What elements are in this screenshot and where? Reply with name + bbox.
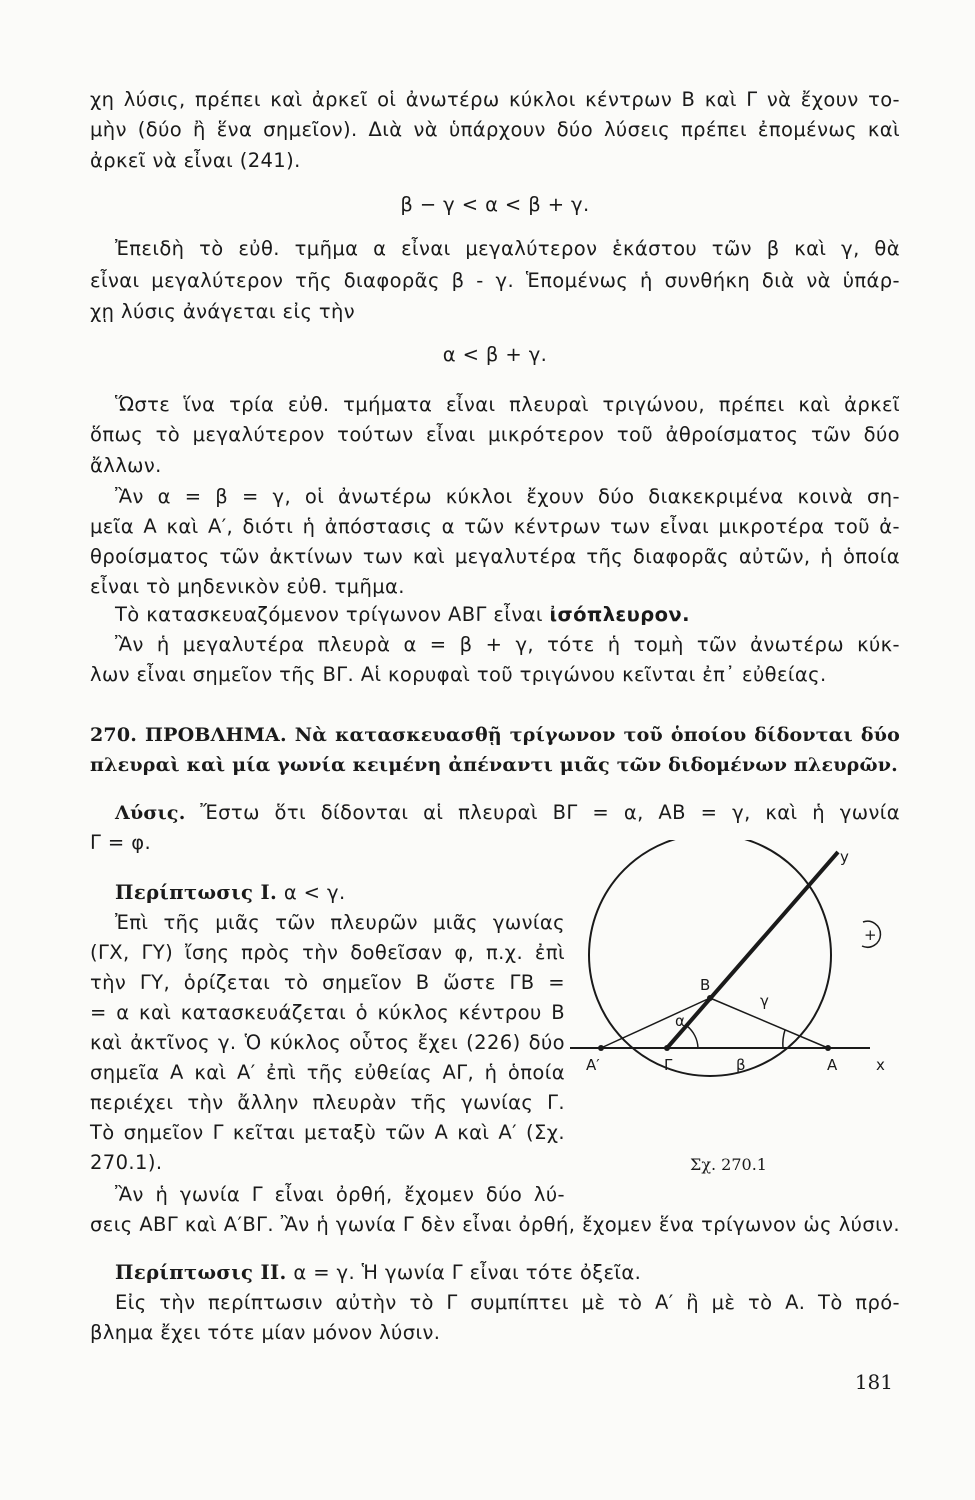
figure-caption: Σχ. 270.1 [690, 1155, 767, 1174]
text-line: Ἂν ἡ μεγαλυτέρα πλευρὰ α = β + γ, τότε ἡ τομὴ τῶν ἀνωτέρω κύκ- [115, 633, 900, 656]
segment-a-prime-b [601, 998, 710, 1048]
problem-number: 270. ΠΡΟΒΛΗΜΑ. [90, 724, 287, 746]
text-line: (ΓΧ, ΓΥ) ἴσης πρὸς τὴν δοθεῖσαν φ, π.χ. ἐπὶ [90, 941, 565, 964]
point-a [825, 1045, 831, 1051]
text-line: Ἂν α = β = γ, οἱ ἀνωτέρω κύκλοι ἔχουν δύο διακεκριμένα κοινὰ ση- [115, 485, 900, 508]
text-span: Ἔστω ὅτι δίδονται αἱ πλευραὶ ΒΓ = α, ΑΒ = γ, καὶ ἡ γωνία [185, 801, 900, 824]
text-line: περιέχει τὴν ἄλλην πλευρὰν τῆς γωνίας Γ. [90, 1091, 565, 1114]
text-line: = α καὶ κατασκευάζεται ὁ κύκλος κέντρου Β [90, 1001, 565, 1024]
text-line: Γ = φ. [90, 831, 152, 854]
text-line: καὶ ἀκτῖνος γ. Ὁ κύκλος οὗτος ἔχει (226) δύο [90, 1031, 565, 1054]
text-line: ὅπως τὸ μεγαλύτερον τούτων εἶναι μικρότερον τοῦ ἀθροίσματος τῶν δύο [90, 423, 900, 446]
text-line: σημεῖα Α καὶ Α′ ἐπὶ τῆς εὐθείας ΑΓ, ἡ ὁποία [90, 1061, 565, 1084]
label-x: x [876, 1056, 885, 1074]
label-plus: + [864, 926, 877, 944]
text-line: τὴν ΓΥ, ὁρίζεται τὸ σημεῖον Β ὥστε ΓΒ = [90, 971, 565, 994]
text-line: μὴν (δύο ἢ ἕνα σημεῖον). Διὰ νὰ ὑπάρχουν δύο λύσεις πρέπει ἐπομένως καὶ [90, 118, 900, 141]
text-line: λων εἶναι σημεῖον τῆς ΒΓ. Αἱ κορυφαὶ τοῦ τριγώνου κεῖνται ἐπ᾿ εὐθείας. [90, 663, 827, 686]
page-number: 181 [854, 1370, 893, 1394]
formula-inequality: β − γ < α < β + γ. [400, 193, 590, 216]
angle-arc-g [687, 1026, 698, 1048]
text-line: ἀρκεῖ νὰ εἶναι (241). [90, 149, 301, 172]
text-span: α = γ. Ἡ γωνία Γ εἶναι τότε ὀξεῖα. [286, 1261, 642, 1284]
case-heading-2 [115, 1258, 925, 1288]
text-line [115, 600, 925, 630]
text-line: εἶναι τὸ μηδενικὸν εὐθ. τμῆμα. [90, 575, 405, 598]
text-line: βλημα ἔχει τότε μίαν μόνον λύσιν. [90, 1321, 441, 1344]
case-heading-1 [115, 878, 565, 908]
text-span: Τὸ κατασκευαζόμενον τρίγωνον ΑΒΓ εἶναι [115, 603, 550, 626]
text-line: θροίσματος τῶν ἀκτίνων των καὶ μεγαλυτέρα τῆς διαφορᾶς αὐτῶν, ἡ ὁποία [90, 545, 900, 568]
text-line: Τὸ σημεῖον Γ κεῖται μεταξὺ τῶν Α καὶ Α′ (Σχ. [90, 1121, 565, 1144]
text-line: ἄλλων. [90, 454, 162, 477]
text-line: σεις ΑΒΓ καὶ Α′ΒΓ. Ἂν ἡ γωνία Γ δὲν εἶναι ὀρθή, ἔχομεν ἕνα τρίγωνον ὡς λύσιν. [90, 1213, 900, 1236]
point-b [707, 995, 713, 1001]
label-a-prime: Α′ [586, 1056, 600, 1074]
text-line: Ἐπειδὴ τὸ εὐθ. τμῆμα α εἶναι μεγαλύτερον ἑκάστου τῶν β καὶ γ, θὰ [115, 237, 900, 260]
emphasis-equilateral: ἰσόπλευρον. [549, 603, 690, 626]
case-label: Περίπτωσις Ι. [115, 881, 278, 904]
text-line: Ἐπὶ τῆς μιᾶς τῶν πλευρῶν μιᾶς γωνίας [115, 911, 565, 934]
text-line: χη λύσις, πρέπει καὶ ἀρκεῖ οἱ ἀνωτέρω κύκλοι κέντρων Β καὶ Γ νὰ ἔχουν το- [90, 88, 900, 111]
label-y: y [840, 848, 849, 866]
text-line: 270.1). [90, 1151, 163, 1174]
text-line: Ὥστε ἵνα τρία εὐθ. τμήματα εἶναι πλευραὶ τριγώνου, πρέπει καὶ ἀρκεῖ [115, 393, 900, 416]
text-line: Ἂν ἡ γωνία Γ εἶναι ὀρθή, ἔχομεν δύο λύ- [115, 1183, 565, 1206]
problem-statement: Νὰ κατασκευασθῇ τρίγωνον τοῦ ὁποίου δίδονται δύο [286, 724, 900, 746]
label-a: Α [827, 1056, 838, 1074]
label-g: Γ [664, 1056, 673, 1074]
formula-triangle-inequality: α < β + γ. [442, 343, 548, 366]
solution-label: Λύσις. [115, 802, 186, 824]
point-a-prime [598, 1045, 604, 1051]
text-line: Εἰς τὴν περίπτωσιν αὐτὴν τὸ Γ συμπίπτει μὲ τὸ Α′ ἢ μὲ τὸ Α. Τὸ πρό- [115, 1291, 900, 1314]
text-line: μεῖα Α καὶ Α′, διότι ἡ ἀπόστασις α τῶν κέντρων των εἶναι μικροτέρα τοῦ ἀ- [90, 515, 900, 538]
label-gamma: γ [760, 992, 769, 1010]
angle-arc-a [783, 1030, 785, 1048]
label-beta: β [736, 1056, 746, 1074]
case-label: Περίπτωσις ΙΙ. [115, 1261, 287, 1284]
problem-heading [90, 720, 900, 750]
label-alpha: α [675, 1012, 685, 1030]
circle-center-b [589, 840, 831, 1076]
solution-line [115, 798, 900, 828]
point-g [664, 1045, 670, 1051]
problem-heading-line2: πλευραὶ καὶ μία γωνία κειμένη ἀπέναντι μιᾶς τῶν διδομένων πλευρῶν. [90, 754, 898, 776]
label-b: Β [700, 976, 711, 994]
text-span: α < γ. [277, 881, 346, 904]
text-line: εἶναι μεγαλύτερον τῆς διαφορᾶς β - γ. Ἑπομένως ἡ συνθήκη διὰ νὰ ὑπάρ- [90, 269, 900, 292]
figure-270-1 [570, 840, 900, 1080]
text-line: χῃ λύσις ἀνάγεται εἰς τὴν [90, 300, 356, 323]
